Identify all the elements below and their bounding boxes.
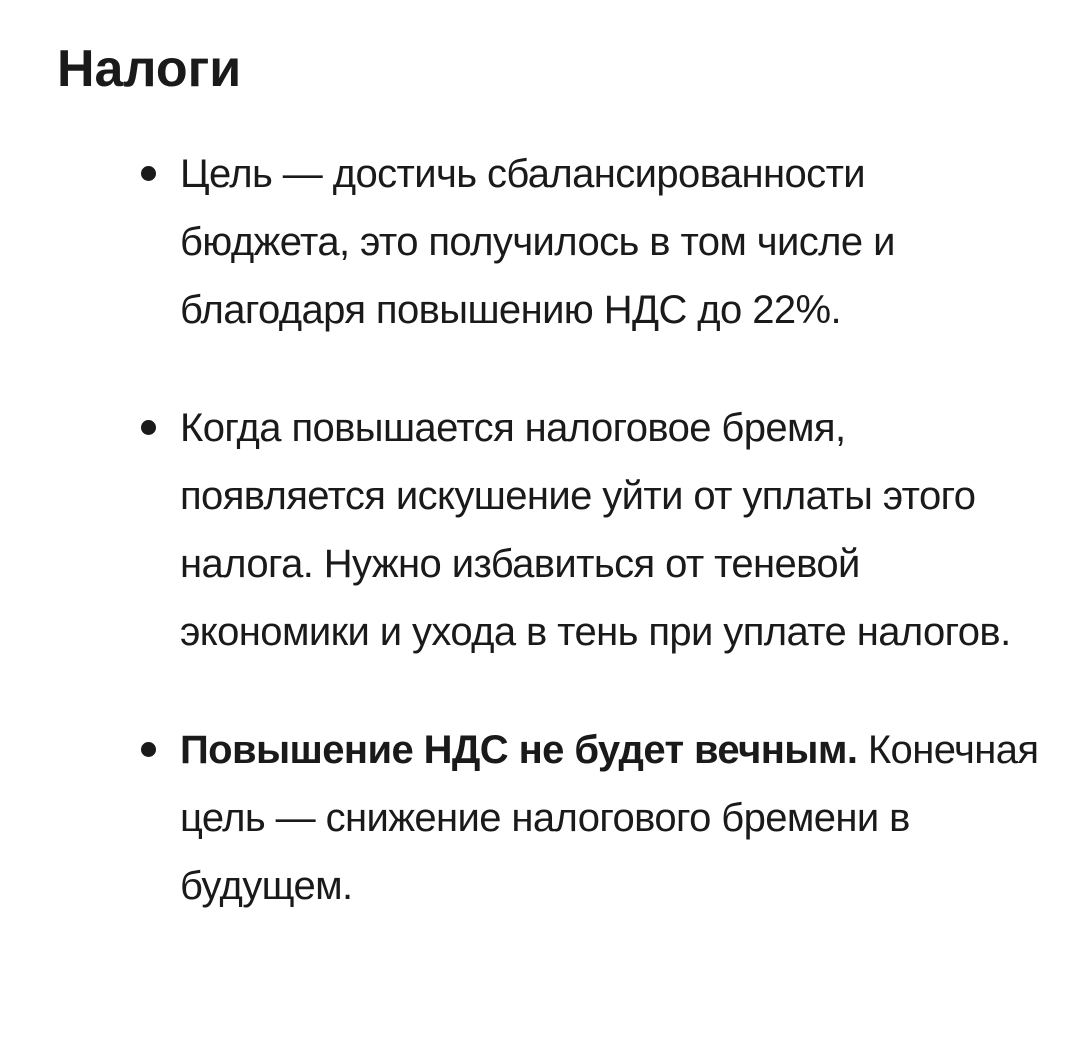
- bullet-icon: [141, 742, 156, 757]
- bullet-icon: [141, 420, 156, 435]
- bullet-icon: [141, 166, 156, 181]
- section-heading: Налоги: [57, 40, 242, 98]
- list-item: [0, 140, 1080, 344]
- list-item: [0, 394, 1080, 666]
- list-item-text: Когда повышается налоговое бремя, появляется искушение уйти от уплаты этого налога. Нужно избавиться от теневой экономики и ухода в тень при уплате налогов.: [180, 406, 1011, 654]
- list-item: [0, 716, 1080, 920]
- list-item-text: Цель — достичь сбалансированности бюджета, это получилось в том числе и благодаря повышению НДС до 22%.: [180, 152, 895, 332]
- bullet-list: [0, 140, 1080, 920]
- list-item-text: Конечная цель — снижение налогового бремени в будущем.: [180, 728, 1039, 908]
- list-item-bold-text: Повышение НДС не будет вечным.: [180, 728, 858, 772]
